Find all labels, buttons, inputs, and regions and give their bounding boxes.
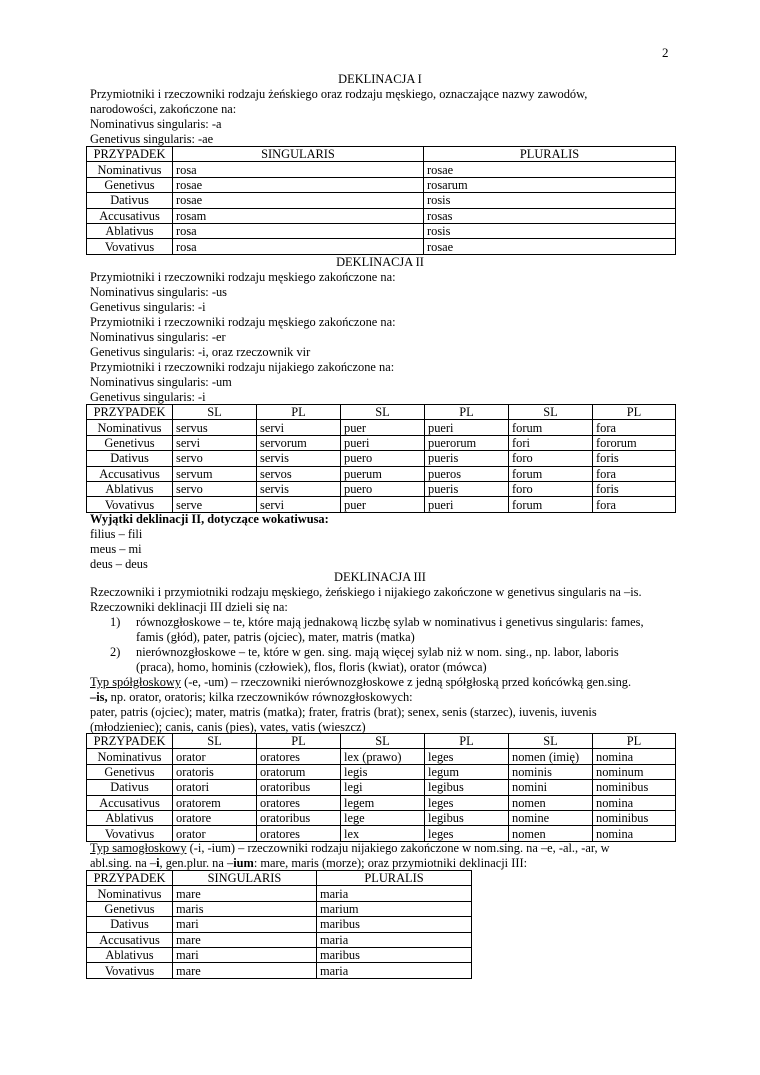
form-cell: forum: [509, 497, 593, 512]
d3-consonant-line4: (młodzieniec); canis, canis (pies), vates, vatis (wieszcz): [90, 720, 366, 734]
case-cell: Dativus: [87, 193, 173, 208]
table-row: [87, 932, 472, 947]
form-cell: servus: [173, 420, 257, 435]
table-row: [87, 947, 472, 962]
d2-line: Przymiotniki i rzeczowniki rodzaju męskiego zakończone na:: [90, 315, 396, 329]
case-cell: Dativus: [87, 451, 173, 466]
form-cell: lege: [341, 810, 425, 825]
d2-line: Nominativus singularis: -us: [90, 285, 227, 299]
case-cell: Nominativus: [87, 162, 173, 177]
d3-consonant-line2: [90, 690, 413, 705]
form-cell: mari: [173, 917, 317, 932]
form-cell: foris: [593, 481, 676, 496]
case-cell: Nominativus: [87, 886, 173, 901]
table-row: [87, 435, 676, 450]
form-cell: maribus: [317, 947, 472, 962]
form-cell: fora: [593, 466, 676, 481]
form-cell: fora: [593, 497, 676, 512]
form-cell: oratoribus: [257, 780, 341, 795]
d1-nom-ending: Nominativus singularis: -a: [90, 117, 222, 131]
form-cell: leges: [425, 826, 509, 841]
d3-consonant-ending: –is,: [90, 690, 108, 704]
form-cell: pueris: [425, 451, 509, 466]
d3-consonant-line1-text: (-e, -um) – rzeczowniki nierównozgłoskowe z jedną spółgłoską przed końcówką gen.sing.: [181, 675, 632, 689]
d2-table: [86, 404, 676, 513]
d3-vowel-line1-text: (-i, -ium) – rzeczowniki rodzaju nijakiego zakończone w nom.sing. na –e, -al., -ar, w: [186, 841, 610, 855]
form-cell: oratorum: [257, 764, 341, 779]
form-cell: servi: [257, 420, 341, 435]
column-header: PL: [425, 734, 509, 749]
d2-line: Przymiotniki i rzeczowniki rodzaju nijakiego zakończone na:: [90, 360, 395, 374]
form-cell: legem: [341, 795, 425, 810]
form-cell: puer: [341, 497, 425, 512]
form-cell: rosae: [424, 239, 676, 254]
case-cell: Vovativus: [87, 963, 173, 978]
table-row: [87, 886, 472, 901]
form-cell: puer: [341, 420, 425, 435]
d3-consonant-line1: [90, 675, 631, 690]
form-cell: rosa: [173, 239, 424, 254]
d2-line: Nominativus singularis: -um: [90, 375, 232, 389]
case-cell: Vovativus: [87, 826, 173, 841]
case-cell: Nominativus: [87, 420, 173, 435]
d2-exception-item: deus – deus: [90, 557, 148, 571]
case-cell: Genetivus: [87, 901, 173, 916]
column-header: SL: [341, 405, 425, 420]
column-header: SL: [173, 734, 257, 749]
form-cell: maria: [317, 963, 472, 978]
case-cell: Genetivus: [87, 177, 173, 192]
table-row: [87, 481, 676, 496]
form-cell: nomini: [509, 780, 593, 795]
case-cell: Vovativus: [87, 239, 173, 254]
d3-vowel-ending-i: i: [156, 856, 160, 870]
d3-item1-line1: równozgłoskowe – te, które mają jednakową liczbę sylab w nominativus i genetivus singularis: fames,: [136, 615, 644, 629]
d1-gen-ending: Genetivus singularis: -ae: [90, 132, 214, 146]
form-cell: pueri: [425, 497, 509, 512]
column-header: PRZYPADEK: [87, 871, 173, 886]
form-cell: mare: [173, 886, 317, 901]
form-cell: pueris: [425, 481, 509, 496]
d1-intro-line1: Przymiotniki i rzeczowniki rodzaju żeńskiego oraz rodzaju męskiego, oznaczające nazwy zawodów,: [90, 87, 588, 101]
table-row: [87, 780, 676, 795]
table-row: [87, 795, 676, 810]
form-cell: nominibus: [593, 780, 676, 795]
form-cell: oratore: [173, 810, 257, 825]
d2-line: Genetivus singularis: -i: [90, 300, 206, 314]
page-number: 2: [662, 45, 669, 60]
form-cell: leges: [425, 795, 509, 810]
d1-title: DEKLINACJA I: [338, 72, 422, 86]
form-cell: rosarum: [424, 177, 676, 192]
form-cell: legis: [341, 764, 425, 779]
form-cell: rosa: [173, 223, 424, 238]
form-cell: oratori: [173, 780, 257, 795]
table-row: [87, 901, 472, 916]
column-header: PL: [593, 734, 676, 749]
form-cell: rosa: [173, 162, 424, 177]
d3-vowel-label: Typ samogłoskowy: [90, 841, 187, 855]
form-cell: leges: [425, 749, 509, 764]
form-cell: servos: [257, 466, 341, 481]
form-cell: nomen: [509, 795, 593, 810]
form-cell: nomina: [593, 749, 676, 764]
form-cell: servis: [257, 481, 341, 496]
column-header: PL: [257, 405, 341, 420]
case-cell: Dativus: [87, 917, 173, 932]
case-cell: Accusativus: [87, 932, 173, 947]
form-cell: rosam: [173, 208, 424, 223]
form-cell: maria: [317, 932, 472, 947]
d2-table-header: [87, 405, 676, 420]
d3-table: [86, 733, 676, 842]
column-header: SL: [173, 405, 257, 420]
form-cell: oratores: [257, 795, 341, 810]
table-row: [87, 764, 676, 779]
table-row: [87, 162, 676, 177]
d3-vowel-line2: [90, 856, 527, 871]
case-cell: Accusativus: [87, 208, 173, 223]
form-cell: foris: [593, 451, 676, 466]
form-cell: orator: [173, 749, 257, 764]
form-cell: nomina: [593, 795, 676, 810]
form-cell: oratores: [257, 749, 341, 764]
d2-exceptions-title-text: Wyjątki deklinacji II, dotyczące wokatiwusa:: [90, 512, 329, 526]
form-cell: mare: [173, 932, 317, 947]
d3-consonant-line2-text: np. orator, oratoris; kilka rzeczowników równozgłoskowych:: [107, 690, 413, 704]
d3-vowel-text-e: : mare, maris (morze); oraz przymiotniki deklinacji III:: [253, 856, 528, 870]
d2-exception-item: meus – mi: [90, 542, 142, 556]
form-cell: maribus: [317, 917, 472, 932]
form-cell: nominis: [509, 764, 593, 779]
case-cell: Genetivus: [87, 435, 173, 450]
form-cell: legibus: [425, 810, 509, 825]
form-cell: pueros: [425, 466, 509, 481]
form-cell: maris: [173, 901, 317, 916]
form-cell: fora: [593, 420, 676, 435]
d3-item2-line1: nierównozgłoskowe – te, które w gen. sing. mają więcej sylab niż w nom. sing., np. labor, laboris: [136, 645, 619, 659]
case-cell: Ablativus: [87, 947, 173, 962]
form-cell: mari: [173, 947, 317, 962]
column-header: SL: [341, 734, 425, 749]
form-cell: puerorum: [425, 435, 509, 450]
form-cell: servum: [173, 466, 257, 481]
column-header: SINGULARIS: [173, 871, 317, 886]
table-row: [87, 239, 676, 254]
form-cell: forum: [509, 420, 593, 435]
table-row: [87, 497, 676, 512]
form-cell: foro: [509, 451, 593, 466]
form-cell: oratoribus: [257, 810, 341, 825]
table-row: [87, 963, 472, 978]
form-cell: puero: [341, 451, 425, 466]
d3-vowel-text-c: , gen.plur. na –: [159, 856, 234, 870]
form-cell: marium: [317, 901, 472, 916]
form-cell: nomine: [509, 810, 593, 825]
form-cell: puero: [341, 481, 425, 496]
form-cell: pueri: [425, 420, 509, 435]
column-header: SL: [509, 405, 593, 420]
d1-table: [86, 146, 676, 255]
form-cell: nomen (imię): [509, 749, 593, 764]
form-cell: servo: [173, 481, 257, 496]
form-cell: rosae: [173, 193, 424, 208]
d3-item1-line2: famis (głód), pater, patris (ojciec), mater, matris (matka): [136, 630, 415, 644]
d2-line: Przymiotniki i rzeczowniki rodzaju męskiego zakończone na:: [90, 270, 396, 284]
d3-table-vowel-header: [87, 871, 472, 886]
table-row: [87, 193, 676, 208]
form-cell: fori: [509, 435, 593, 450]
case-cell: Nominativus: [87, 749, 173, 764]
d2-line: Genetivus singularis: -i, oraz rzeczownik vir: [90, 345, 311, 359]
form-cell: orator: [173, 826, 257, 841]
d3-item2-line2: (praca), homo, hominis (człowiek), flos, floris (kwiat), orator (mówca): [136, 660, 487, 674]
form-cell: lex: [341, 826, 425, 841]
form-cell: serve: [173, 497, 257, 512]
form-cell: mare: [173, 963, 317, 978]
d3-vowel-ending-ium: ium: [233, 856, 254, 870]
column-header: PL: [425, 405, 509, 420]
d3-vowel-line1: [90, 841, 610, 856]
form-cell: oratoris: [173, 764, 257, 779]
column-header: PL: [593, 405, 676, 420]
column-header: SL: [509, 734, 593, 749]
case-cell: Accusativus: [87, 795, 173, 810]
form-cell: rosae: [173, 177, 424, 192]
form-cell: pueri: [341, 435, 425, 450]
d2-title: DEKLINACJA II: [336, 255, 424, 269]
d3-item1-number: 1): [110, 615, 121, 629]
d2-exceptions-title: [90, 512, 329, 527]
d3-intro: Rzeczowniki i przymiotniki rodzaju męskiego, żeńskiego i nijakiego zakończone w genetivus singularis na –is.: [90, 585, 642, 599]
case-cell: Vovativus: [87, 497, 173, 512]
form-cell: legi: [341, 780, 425, 795]
form-cell: nominibus: [593, 810, 676, 825]
form-cell: legibus: [425, 780, 509, 795]
form-cell: puerum: [341, 466, 425, 481]
table-row: [87, 749, 676, 764]
d3-divides: Rzeczowniki deklinacji III dzieli się na:: [90, 600, 288, 614]
table-row: [87, 223, 676, 238]
d3-vowel-text-a: abl.sing. na –: [90, 856, 157, 870]
form-cell: lex (prawo): [341, 749, 425, 764]
form-cell: legum: [425, 764, 509, 779]
column-header: PRZYPADEK: [87, 147, 173, 162]
d3-consonant-line3: pater, patris (ojciec); mater, matris (matka); frater, fratris (brat); senex, senis (starzec), iuvenis, iuvenis: [90, 705, 597, 719]
column-header: PRZYPADEK: [87, 405, 173, 420]
d1-table-header: [87, 147, 676, 162]
d3-consonant-label: Typ spółgłoskowy: [90, 675, 182, 689]
case-cell: Accusativus: [87, 466, 173, 481]
form-cell: servorum: [257, 435, 341, 450]
table-row: [87, 917, 472, 932]
d2-line: Genetivus singularis: -i: [90, 390, 206, 404]
column-header: PL: [257, 734, 341, 749]
d1-intro-line2: narodowości, zakończone na:: [90, 102, 237, 116]
case-cell: Ablativus: [87, 481, 173, 496]
case-cell: Genetivus: [87, 764, 173, 779]
form-cell: nominum: [593, 764, 676, 779]
d3-table-vowel: [86, 870, 472, 979]
column-header: PRZYPADEK: [87, 734, 173, 749]
form-cell: foro: [509, 481, 593, 496]
form-cell: fororum: [593, 435, 676, 450]
d3-item2-number: 2): [110, 645, 121, 659]
form-cell: rosas: [424, 208, 676, 223]
table-row: [87, 466, 676, 481]
table-row: [87, 810, 676, 825]
form-cell: servi: [257, 497, 341, 512]
case-cell: Ablativus: [87, 810, 173, 825]
case-cell: Dativus: [87, 780, 173, 795]
form-cell: nomen: [509, 826, 593, 841]
form-cell: rosae: [424, 162, 676, 177]
table-row: [87, 177, 676, 192]
form-cell: oratores: [257, 826, 341, 841]
d2-exception-item: filius – fili: [90, 527, 143, 541]
form-cell: servis: [257, 451, 341, 466]
form-cell: servo: [173, 451, 257, 466]
d2-line: Nominativus singularis: -er: [90, 330, 226, 344]
form-cell: rosis: [424, 193, 676, 208]
column-header: SINGULARIS: [173, 147, 424, 162]
d3-table-header: [87, 734, 676, 749]
form-cell: maria: [317, 886, 472, 901]
table-row: [87, 826, 676, 841]
form-cell: oratorem: [173, 795, 257, 810]
form-cell: nomina: [593, 826, 676, 841]
case-cell: Ablativus: [87, 223, 173, 238]
table-row: [87, 451, 676, 466]
column-header: PLURALIS: [317, 871, 472, 886]
form-cell: forum: [509, 466, 593, 481]
table-row: [87, 208, 676, 223]
column-header: PLURALIS: [424, 147, 676, 162]
table-row: [87, 420, 676, 435]
form-cell: rosis: [424, 223, 676, 238]
form-cell: servi: [173, 435, 257, 450]
d3-title: DEKLINACJA III: [334, 570, 426, 584]
